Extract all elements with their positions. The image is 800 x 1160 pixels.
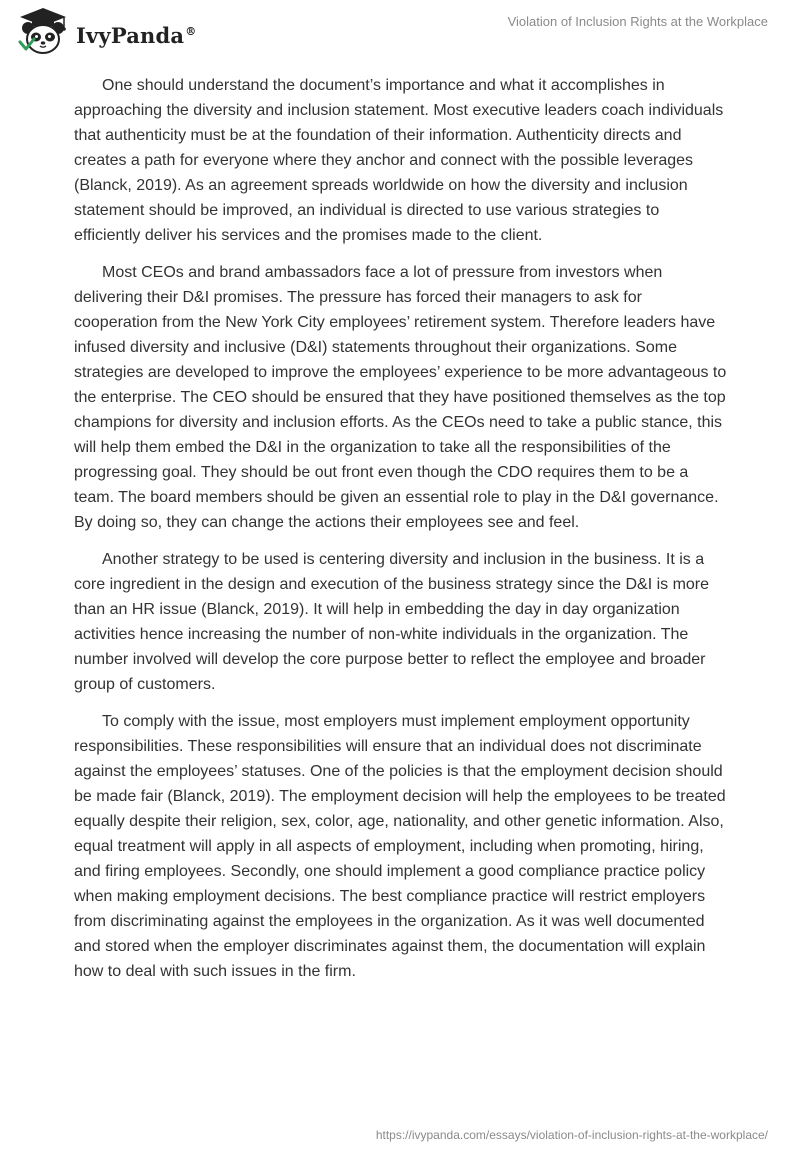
paragraph-3: Another strategy to be used is centering diversity and inclusion in the business. It is a core ingredient in the design and execution of the business strategy since the D&I is more than an HR issue (Blanck, 2019). It will help in embedding the day in day organization activities hence increasing the number of non-white individuals in the organization. The number involved will develop the core purpose better to reflect the employee and broader group of customers. — [74, 551, 710, 693]
page-header — [0, 0, 800, 70]
brand-name: IvyPanda® — [76, 22, 197, 48]
brand-logo[interactable] — [14, 6, 196, 58]
document-title: Violation of Inclusion Rights at the Workplace — [507, 14, 768, 29]
paragraph-4: To comply with the issue, most employers must implement employment opportunity responsibilities. These responsibilities will ensure that an individual does not discriminate against the employees’ statuses. One of the policies is that the employment decision should be made fair (Blanck, 2019). The employment decision will help the employees to be treated equally despite their religion, sex, color, age, nationality, and other genetic information. Also, equal treatment will apply in all aspects of employment, including when promoting, hiring, and firing employees. Secondly, one should implement a good compliance practice policy when making employment decisions. The best compliance practice will restrict employers from discriminating against the employees in the organization. As it was well documented and stored when the employer discriminates against them, the documentation will explain how to deal with such issues in the firm. — [74, 713, 726, 980]
paragraph-1: One should understand the document’s importance and what it accomplishes in approaching the diversity and inclusion statement. Most executive leaders coach individuals that authenticity must be at the foundation of their information. Authenticity directs and creates a path for everyone where they anchor and connect with the possible leverages (Blanck, 2019). As an agreement spreads worldwide on how the diversity and inclusion statement should be improved, an individual is directed to use various strategies to efficiently deliver his services and the promises made to the client. — [74, 77, 724, 244]
panda-graduate-icon — [14, 6, 72, 58]
paragraph-2: Most CEOs and brand ambassadors face a lot of pressure from investors when delivering their D&I promises. The pressure has forced their managers to ask for cooperation from the New York City employees’ retirement system. Therefore leaders have infused diversity and inclusive (D&I) statements throughout their organizations. Some strategies are developed to improve the employees’ experience to be more advantageous to the enterprise. The CEO should be ensured that they have positioned themselves as the top champions for diversity and inclusion efforts. As the CEOs need to take a public stance, this will help them embed the D&I in the organization to take all the responsibilities of the progressing goal. They should be out front even though the CDO requires them to be a team. The board members should be given an essential role to play in the D&I governance. By doing so, they can change the actions their employees see and feel. — [74, 264, 727, 531]
source-url[interactable]: https://ivypanda.com/essays/violation-of-inclusion-rights-at-the-workplace/ — [375, 1128, 768, 1142]
essay-body — [74, 73, 730, 996]
registered-mark: ® — [185, 24, 197, 38]
